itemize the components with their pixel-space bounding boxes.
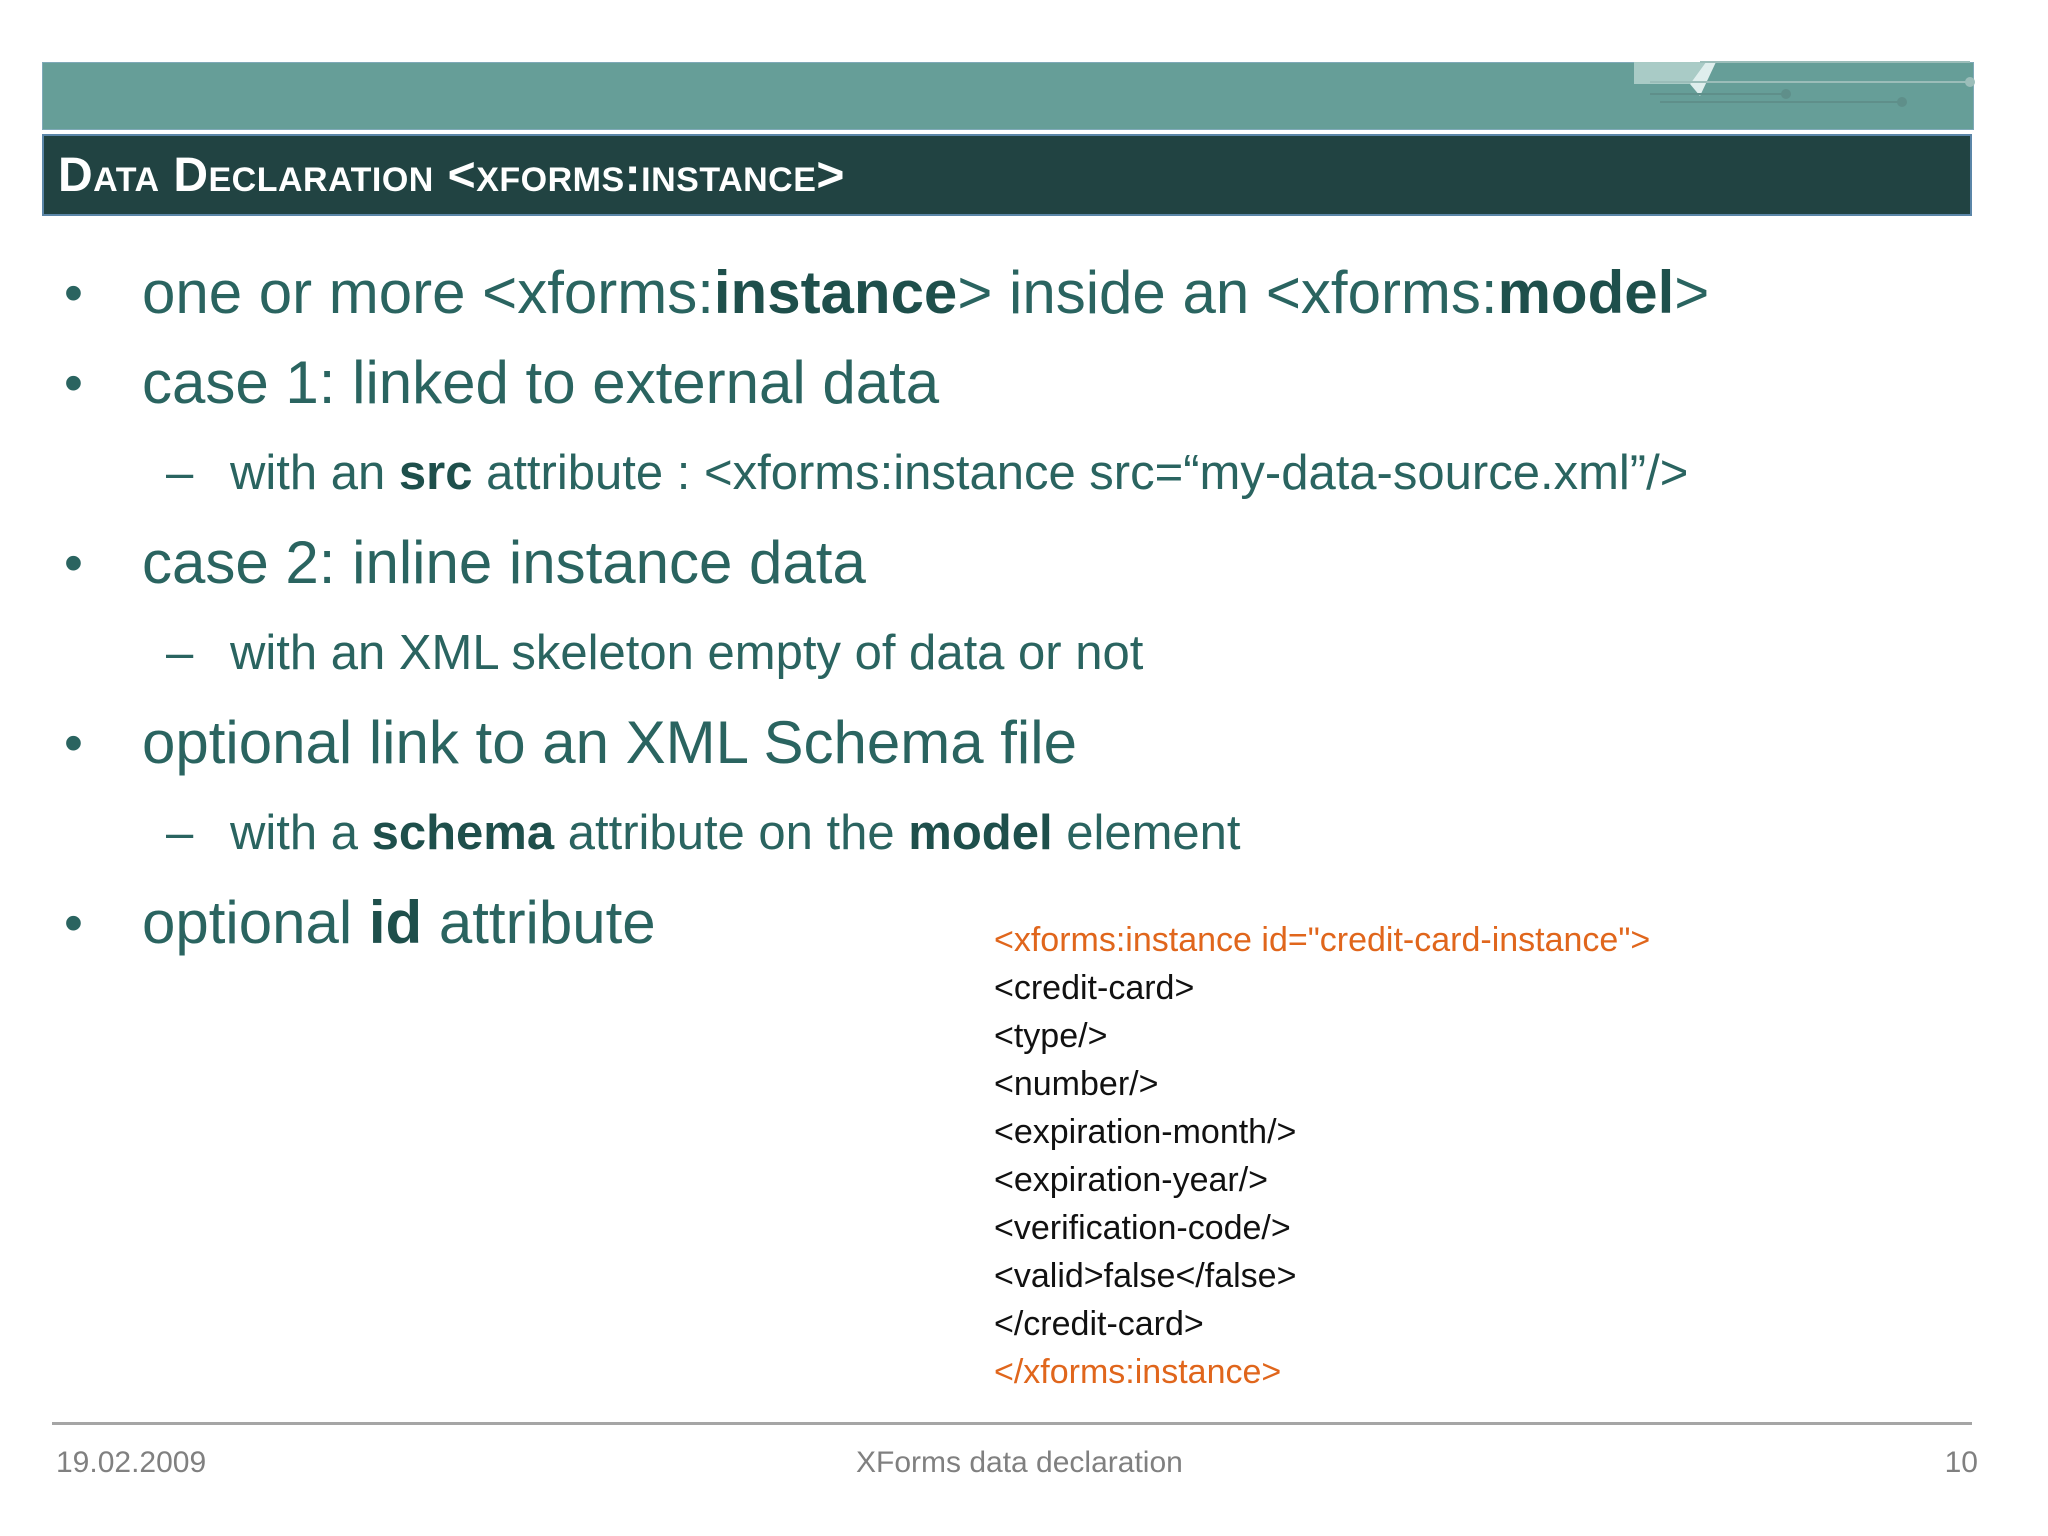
bullet-icon: • [64,353,83,413]
bullet-item-2: • case 1: linked to external data [60,338,1940,428]
code-line: </xforms:instance> [994,1353,1282,1391]
footer-divider [52,1422,1972,1425]
code-line: <type/> [994,1017,1108,1055]
slide-title: Data Declaration <xforms:instance> [58,148,845,202]
sub-bullet-item-3: – with an XML skeleton empty of data or not [60,608,1940,698]
code-line: </credit-card> [994,1305,1204,1343]
bullet-icon: • [64,713,83,773]
bullet-item-3: • case 2: inline instance data [60,518,1940,608]
dash-icon: – [166,806,194,860]
bullet-list [60,248,1940,968]
bullet-item-4: • optional link to an XML Schema file [60,698,1940,788]
bullet-icon: • [64,893,83,953]
bullet-item-5: • optional id attribute [60,878,1940,968]
code-sample [994,916,1650,1396]
bullet-item-1: • one or more <xforms:instance> inside an <xforms:model> [60,248,1940,338]
footer-date: 19.02.2009 [56,1446,207,1479]
code-line: <number/> [994,1065,1159,1103]
dash-icon: – [166,626,194,680]
sub-bullet-item-4: – with a schema attribute on the model element [60,788,1940,878]
code-line: <valid>false</false> [994,1257,1297,1295]
code-line: <xforms:instance id="credit-card-instance"> [994,921,1651,959]
code-line: <credit-card> [994,969,1195,1007]
dash-icon: – [166,446,194,500]
code-line: <expiration-month/> [994,1113,1297,1151]
sub-bullet-item-2: – with an src attribute : <xforms:instance src=“my-data-source.xml”/> [60,428,1940,518]
page-number: 10 [1944,1446,1978,1479]
bullet-icon: • [64,533,83,593]
code-line: <expiration-year/> [994,1161,1269,1199]
bullet-icon: • [64,263,83,323]
title-bar [42,134,1972,216]
circuit-decoration [1620,56,1990,136]
code-line: <verification-code/> [994,1209,1291,1247]
footer-title: XForms data declaration [856,1446,1183,1479]
